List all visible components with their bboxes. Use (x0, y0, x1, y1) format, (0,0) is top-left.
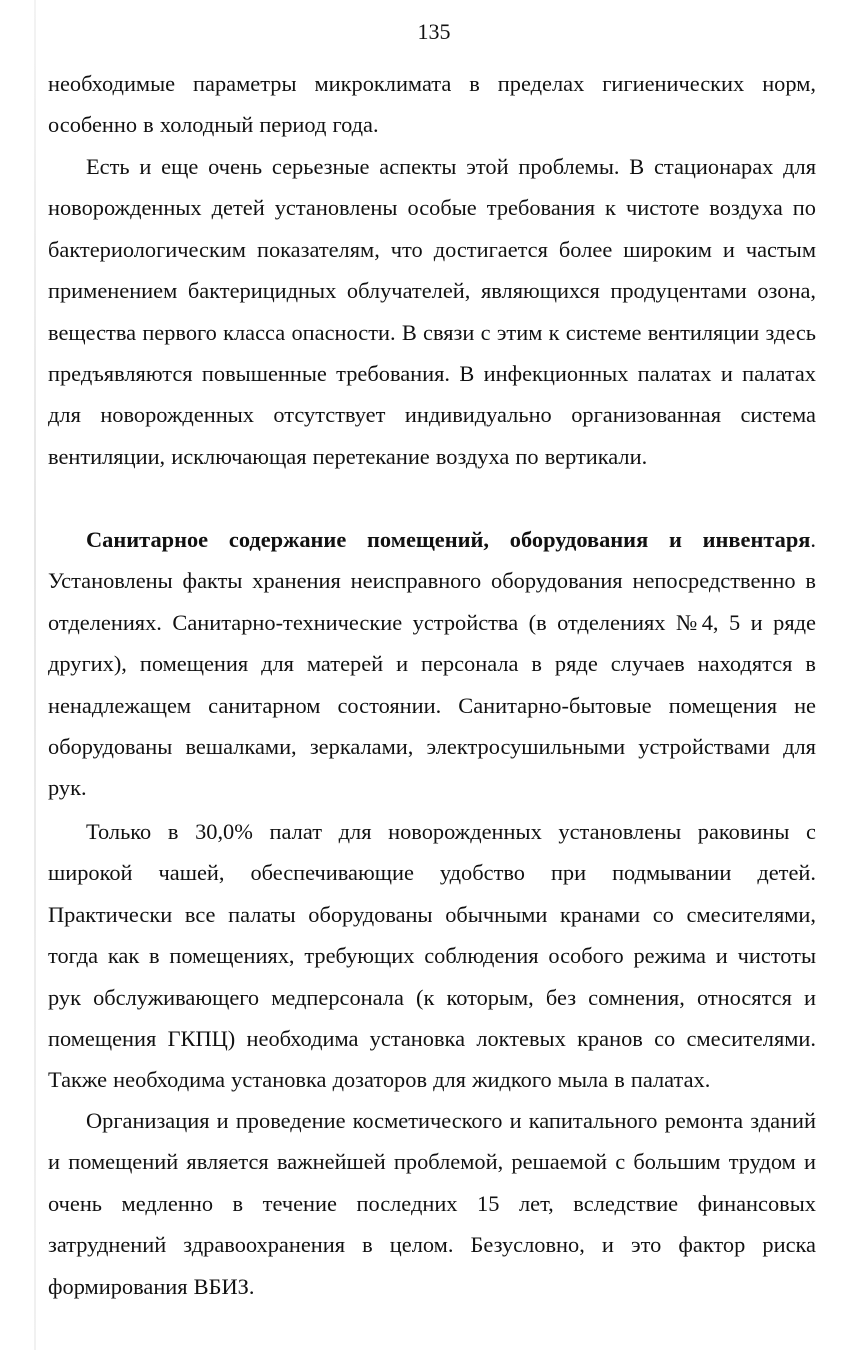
scan-binding-edge (34, 0, 36, 1350)
paragraph-text: Есть и еще очень серьезные аспекты этой проблемы. В стационарах для новорожденных детей установлены особые требования к чистоте воздуха по бактериологическим показателям, что достигается более широким и частым применением бактерицидных облучателей, являющихся продуцентами озона, вещества первого класса опасности. В связи с этим к системе вентиляции здесь предъявляются повышенные требования. В инфекционных палатах и палатах для новорожденных отсутствует индивидуально организованная система вентиляции, исключающая перетекание воздуха по вертикали. (48, 154, 816, 469)
paragraph-text: Только в 30,0% палат для новорожденных установлены раковины с широкой чашей, обеспечивающие удобство при подмывании детей. Практически все палаты оборудованы обычными кранами со смесителями, тогда как в помещениях, требующих соблюдения особого режима и чистоты рук обслуживающего медперсонала (к которым, без сомнения, относятся и помещения ГКПЦ) необходима установка локтевых кранов со смесителями. Также необходима установка дозаторов для жидкого мыла в палатах. (48, 819, 816, 1093)
paragraph-sanitary-maintenance (48, 519, 816, 809)
paragraph-repairs (48, 1100, 816, 1307)
paragraph-heading: Санитарное содержание помещений, оборудования и инвентаря (86, 527, 811, 552)
paragraph-text: необходимые параметры микроклимата в пределах гигиенических норм, особенно в холодный период года. (48, 71, 816, 138)
paragraph-text: . Установлены факты хранения неисправного оборудования непосредственно в отделениях. Санитарно-технические устройства (в отделениях №4, 5 и ряде других), помещения для матерей и персонала в ряде случаев находятся в ненадлежащем санитарном состоянии. Санитарно-бытовые помещения не оборудованы вешалками, зеркалами, электросушильными устройствами для рук. (48, 527, 816, 801)
paragraph-continued (48, 63, 816, 146)
page-number: 135 (417, 19, 451, 44)
paragraph-sinks (48, 811, 816, 1101)
paragraph-ventilation (48, 146, 816, 477)
paragraph-text: Организация и проведение косметического и капитального ремонта зданий и помещений является важнейшей проблемой, решаемой с большим трудом и очень медленно в течение последних 15 лет, вследствие финансовых затруднений здравоохранения в целом. Безусловно, и это фактор риска формирования ВБИЗ. (48, 1108, 816, 1299)
